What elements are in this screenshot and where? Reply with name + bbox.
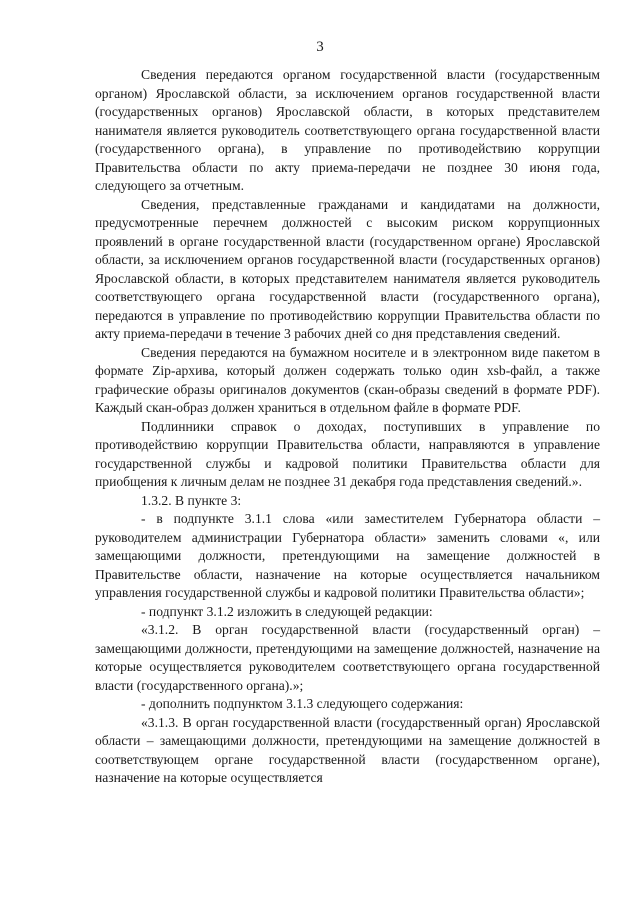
- paragraph-subclause-3-1-3-text: «3.1.3. В орган государственной власти (государственный орган) Ярославской области – замещающими должности, претендующими на замещение должностей в соответствующем органе государственной власти (государственном органе), назначение на которые осуществляется: [95, 714, 600, 785]
- paragraph-subclause-3-1-3-intro: - дополнить подпунктом 3.1.3 следующего содержания:: [141, 696, 464, 711]
- document-body: [95, 66, 600, 788]
- page-number: 3: [316, 39, 324, 55]
- paragraph-subclause-3-1-2-intro: - подпункт 3.1.2 изложить в следующей редакции:: [141, 603, 433, 619]
- paragraph-transfer-format: Сведения передаются на бумажном носителе и в электронном виде пакетом в формате Zip-архива, который должен содержать только один xsb-файл, а также графические образы оригиналов документов (скан-образы сведений в формате PDF). Каждый скан-образ должен храниться в отдельном файле в формате PDF.: [95, 344, 600, 415]
- paragraph-transfer-of-information: Сведения передаются органом государственной власти (государственным органом) Ярославской области, за исключением органов государственной власти (государственных органов) Ярославской области, в которых представителем нанимателя является руководитель соответствующего органа государственной власти (государственного органа), в управление по противодействию коррупции Правительства области по акту приема-передачи не позднее 30 июня года, следующего за отчетным.: [95, 67, 600, 193]
- paragraph-subclause-3-1-2-text: «3.1.2. В орган государственной власти (государственный орган) – замещающими должности, претендующими на замещение должностей, назначение на которые осуществляется руководителем соответствующего органа государственной власти (государственного органа).»;: [95, 622, 600, 693]
- paragraph-subclause-3-1-1: - в подпункте 3.1.1 слова «или заместителем Губернатора области – руководителем администрации Губернатора области» заменить словами «, или замещающими должности, претендующими на замещение должностей в Правительстве области, назначение на которые осуществляется начальником управления государственной службы и кадровой политики Правительства области»;: [95, 511, 600, 600]
- paragraph-candidates-information: Сведения, представленные гражданами и кандидатами на должности, предусмотренные перечнем должностей с высоким риском коррупционных проявлений в органе государственной власти (государственном органе) Ярославской области, за исключением органов государственной власти (государственных органов) Ярославской области, в которых представителем нанимателя является руководитель соответствующего органа государственной власти (государственного органа), передаются в управление по противодействию коррупции Правительства области по акту приема-передачи в течение 3 рабочих дней со дня представления сведений.: [95, 196, 600, 341]
- paragraph-clause-1-3-2: 1.3.2. В пункте 3:: [141, 492, 242, 508]
- paragraph-original-certificates: Подлинники справок о доходах, поступивших в управление по противодействию коррупции Правительства области, направляются в управление государственной службы и кадровой политики Правительства области для приобщения к личным делам не позднее 31 декабря года представления сведений.».: [95, 418, 600, 489]
